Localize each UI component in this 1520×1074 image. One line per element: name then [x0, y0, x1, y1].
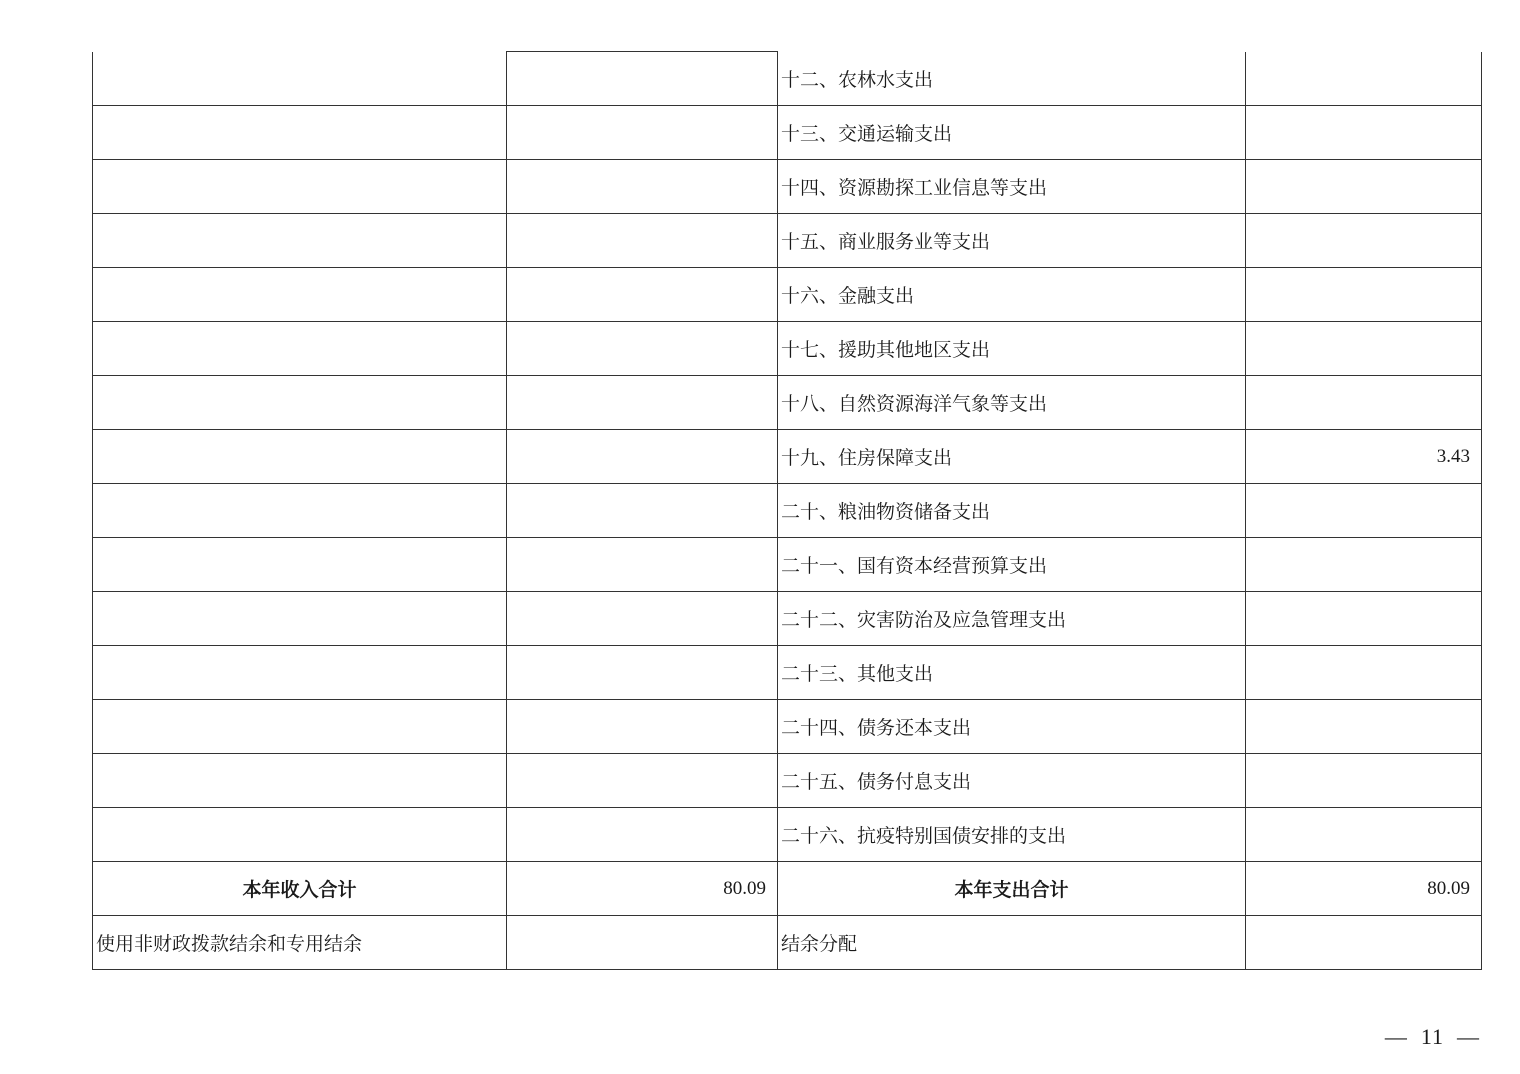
- expense-total-label: 本年支出合计: [778, 862, 1246, 916]
- table-row: [93, 646, 1482, 700]
- expense-item-cell: 二十三、其他支出: [778, 646, 1246, 700]
- table-row: [93, 322, 1482, 376]
- income-item-cell: [93, 430, 507, 484]
- income-amount-cell: [507, 430, 778, 484]
- expense-item-cell: 二十六、抗疫特别国债安排的支出: [778, 808, 1246, 862]
- expense-amount-cell: [1246, 52, 1482, 106]
- expense-item-cell: 十二、农林水支出: [778, 52, 1246, 106]
- income-item-cell: [93, 106, 507, 160]
- table-row: [93, 214, 1482, 268]
- expense-item-cell: 十五、商业服务业等支出: [778, 214, 1246, 268]
- income-amount-cell: [507, 700, 778, 754]
- expense-amount-cell: [1246, 592, 1482, 646]
- income-amount-cell: [507, 808, 778, 862]
- expense-amount-cell: [1246, 484, 1482, 538]
- income-item-cell: [93, 538, 507, 592]
- expense-item-cell: 二十、粮油物资储备支出: [778, 484, 1246, 538]
- budget-table: [92, 51, 1482, 970]
- income-item-cell: [93, 646, 507, 700]
- expense-item-cell: 十九、住房保障支出: [778, 430, 1246, 484]
- expense-amount-cell: [1246, 538, 1482, 592]
- income-amount-cell: [507, 322, 778, 376]
- table-body: [93, 52, 1482, 970]
- table-row: [93, 430, 1482, 484]
- income-item-cell: [93, 808, 507, 862]
- expense-total-value: 80.09: [1246, 862, 1482, 916]
- income-amount-cell: [507, 376, 778, 430]
- income-item-cell: [93, 592, 507, 646]
- income-amount-cell: [507, 538, 778, 592]
- table-row: [93, 538, 1482, 592]
- expense-item-cell: 十四、资源勘探工业信息等支出: [778, 160, 1246, 214]
- expense-amount-cell: [1246, 700, 1482, 754]
- income-amount-cell: [507, 646, 778, 700]
- balance-income-amount: [507, 916, 778, 970]
- income-total-value: 80.09: [507, 862, 778, 916]
- table-row: [93, 268, 1482, 322]
- expense-amount-cell: [1246, 322, 1482, 376]
- income-amount-cell: [507, 268, 778, 322]
- expense-item-cell: 二十一、国有资本经营预算支出: [778, 538, 1246, 592]
- balance-row: [93, 916, 1482, 970]
- expense-item-cell: 十六、金融支出: [778, 268, 1246, 322]
- expense-amount-cell: [1246, 214, 1482, 268]
- table-row: [93, 808, 1482, 862]
- expense-amount-cell: 3.43: [1246, 430, 1482, 484]
- income-item-cell: [93, 700, 507, 754]
- balance-income-item: 使用非财政拨款结余和专用结余: [93, 916, 507, 970]
- income-amount-cell: [507, 484, 778, 538]
- table-row: [93, 700, 1482, 754]
- table-row: [93, 592, 1482, 646]
- income-amount-cell: [507, 754, 778, 808]
- income-item-cell: [93, 376, 507, 430]
- table-row: [93, 52, 1482, 106]
- page-number: — 11 —: [1384, 1024, 1480, 1049]
- expense-amount-cell: [1246, 754, 1482, 808]
- table-row: [93, 160, 1482, 214]
- expense-amount-cell: [1246, 376, 1482, 430]
- expense-item-cell: 二十四、债务还本支出: [778, 700, 1246, 754]
- expense-item-cell: 十七、援助其他地区支出: [778, 322, 1246, 376]
- income-total-label: 本年收入合计: [93, 862, 507, 916]
- table-row: [93, 376, 1482, 430]
- table-row: [93, 106, 1482, 160]
- income-amount-cell: [507, 160, 778, 214]
- income-item-cell: [93, 484, 507, 538]
- income-item-cell: [93, 754, 507, 808]
- income-item-cell: [93, 160, 507, 214]
- expense-amount-cell: [1246, 106, 1482, 160]
- expense-amount-cell: [1246, 808, 1482, 862]
- income-amount-cell: [507, 214, 778, 268]
- income-amount-cell: [507, 592, 778, 646]
- expense-item-cell: 二十五、债务付息支出: [778, 754, 1246, 808]
- income-item-cell: [93, 268, 507, 322]
- totals-row: [93, 862, 1482, 916]
- income-item-cell: [93, 52, 507, 106]
- expense-item-cell: 十三、交通运输支出: [778, 106, 1246, 160]
- expense-item-cell: 二十二、灾害防治及应急管理支出: [778, 592, 1246, 646]
- income-item-cell: [93, 214, 507, 268]
- income-amount-cell: [507, 106, 778, 160]
- balance-expense-amount: [1246, 916, 1482, 970]
- balance-expense-item: 结余分配: [778, 916, 1246, 970]
- table-row: [93, 484, 1482, 538]
- expense-amount-cell: [1246, 268, 1482, 322]
- income-amount-cell: [507, 52, 778, 106]
- expense-amount-cell: [1246, 160, 1482, 214]
- expense-amount-cell: [1246, 646, 1482, 700]
- table-row: [93, 754, 1482, 808]
- expense-item-cell: 十八、自然资源海洋气象等支出: [778, 376, 1246, 430]
- income-item-cell: [93, 322, 507, 376]
